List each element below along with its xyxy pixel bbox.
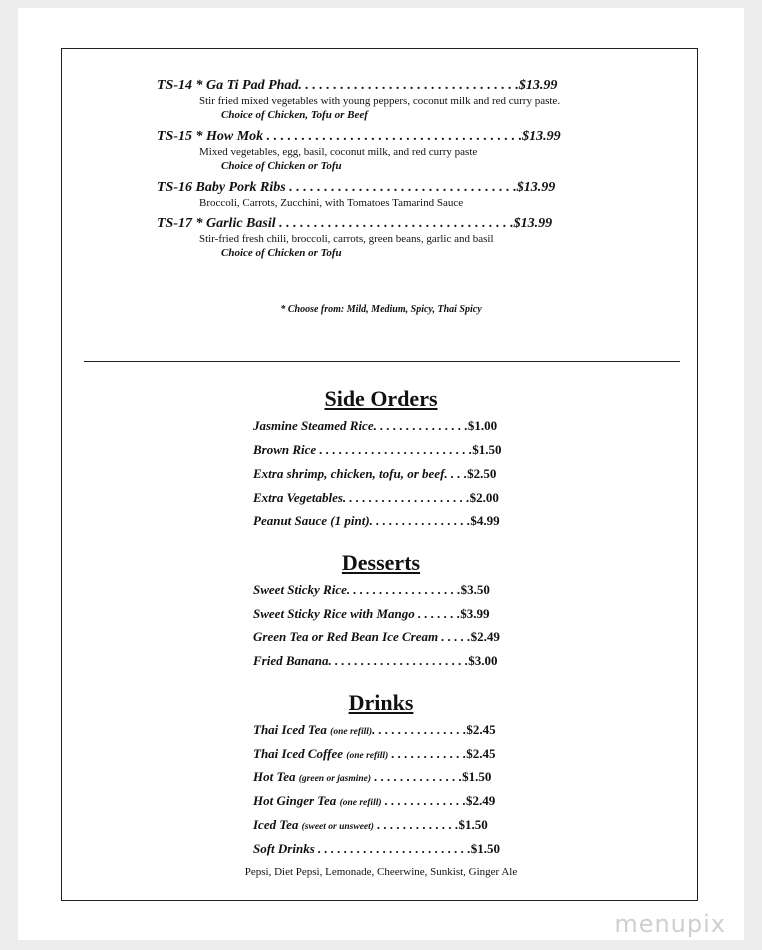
entree-choice: Choice of Chicken or Tofu — [221, 160, 342, 172]
entree-description: Broccoli, Carrots, Zucchini, with Tomatoes Tamarind Sauce — [199, 197, 464, 209]
menu-item: Thai Iced Tea (one refill). . . . . . . . . . . . . . .$2.45 — [253, 722, 496, 737]
side-orders-heading: Side Orders — [324, 386, 438, 411]
section-divider — [84, 361, 680, 362]
entree-title: TS-16 Baby Pork Ribs . . . . . . . . . . . . . . . . . . . . . . . . . . . . . . . . .$13.99 — [157, 180, 556, 195]
entree-choice: Choice of Chicken or Tofu — [221, 247, 342, 259]
entree-title: TS-15 * How Mok . . . . . . . . . . . . . . . . . . . . . . . . . . . . . . . . . . . . .$13.99 — [157, 129, 561, 144]
item-price: $1.50 — [462, 769, 492, 784]
item-price: $2.45 — [466, 722, 496, 737]
menu-item: Sweet Sticky Rice. . . . . . . . . . . . . . . . . .$3.50 — [253, 582, 490, 597]
entree-description: Stir-fried fresh chili, broccoli, carrots, green beans, garlic and basil — [199, 233, 494, 245]
item-price: $2.49 — [466, 793, 496, 808]
entree-title: TS-17 * Garlic Basil . . . . . . . . . . . . . . . . . . . . . . . . . . . . . . . . . .$13.99 — [157, 216, 553, 231]
entree-ts15 — [157, 129, 577, 173]
item-price: $3.00 — [468, 653, 498, 668]
entree-ts17 — [157, 216, 577, 260]
item-price: $1.50 — [458, 817, 488, 832]
item-price: $2.45 — [466, 746, 496, 761]
menu-item: Iced Tea (sweet or unsweet) . . . . . . . . . . . . .$1.50 — [253, 817, 488, 832]
item-price: $1.50 — [470, 841, 501, 856]
menu-item: Fried Banana. . . . . . . . . . . . . . . . . . . . . .$3.00 — [253, 653, 498, 668]
menu-item: Green Tea or Red Bean Ice Cream . . . . .$2.49 — [253, 629, 500, 644]
menupix-watermark — [614, 910, 726, 938]
item-price: $4.99 — [470, 513, 500, 528]
item-price: $2.49 — [470, 629, 500, 644]
menu-item: Jasmine Steamed Rice. . . . . . . . . . . . . . .$1.00 — [253, 418, 498, 433]
item-price: $1.00 — [467, 418, 498, 433]
entree-ts14 — [157, 78, 577, 122]
entree-choice: Choice of Chicken, Tofu or Beef — [221, 109, 368, 121]
menu-item: Soft Drinks . . . . . . . . . . . . . . . . . . . . . . . .$1.50 — [253, 841, 501, 856]
item-price: $3.99 — [460, 606, 490, 621]
menu-item: Peanut Sauce (1 pint). . . . . . . . . . . . . . . .$4.99 — [253, 513, 500, 528]
entree-description: Stir fried mixed vegetables with young peppers, coconut milk and red curry paste. — [199, 95, 561, 107]
item-price: $2.00 — [469, 490, 499, 505]
item-price: $1.50 — [472, 442, 502, 457]
entree-description: Mixed vegetables, egg, basil, coconut milk, and red curry paste — [199, 146, 478, 158]
menu-item: Sweet Sticky Rice with Mango . . . . . . .$3.99 — [253, 606, 490, 621]
menu-item: Hot Tea (green or jasmine) . . . . . . . . . . . . . .$1.50 — [253, 769, 492, 784]
soft-drink-list: Pepsi, Diet Pepsi, Lemonade, Cheerwine, Sunkist, Ginger Ale — [244, 866, 518, 878]
entree-ts16 — [157, 180, 577, 210]
menu-item: Thai Iced Coffee (one refill) . . . . . . . . . . . .$2.45 — [253, 746, 496, 761]
desserts-heading: Desserts — [341, 550, 421, 575]
entree-title: TS-14 * Ga Ti Pad Phad. . . . . . . . . . . . . . . . . . . . . . . . . . . . . . . .$13.99 — [157, 78, 558, 93]
item-price: $3.50 — [460, 582, 490, 597]
menu-item: Brown Rice . . . . . . . . . . . . . . . . . . . . . . . .$1.50 — [253, 442, 502, 457]
menu-item: Hot Ginger Tea (one refill) . . . . . . . . . . . . .$2.49 — [253, 793, 496, 808]
spice-level-note: * Choose from: Mild, Medium, Spicy, Thai Spicy — [280, 304, 482, 315]
item-price: $2.50 — [467, 466, 497, 481]
menu-item: Extra Vegetables. . . . . . . . . . . . . . . . . . . .$2.00 — [253, 490, 499, 505]
drinks-heading: Drinks — [348, 690, 414, 715]
menupix-watermark-text: menupix — [614, 910, 726, 938]
menu-item: Extra shrimp, chicken, tofu, or beef. . . .$2.50 — [253, 466, 497, 481]
